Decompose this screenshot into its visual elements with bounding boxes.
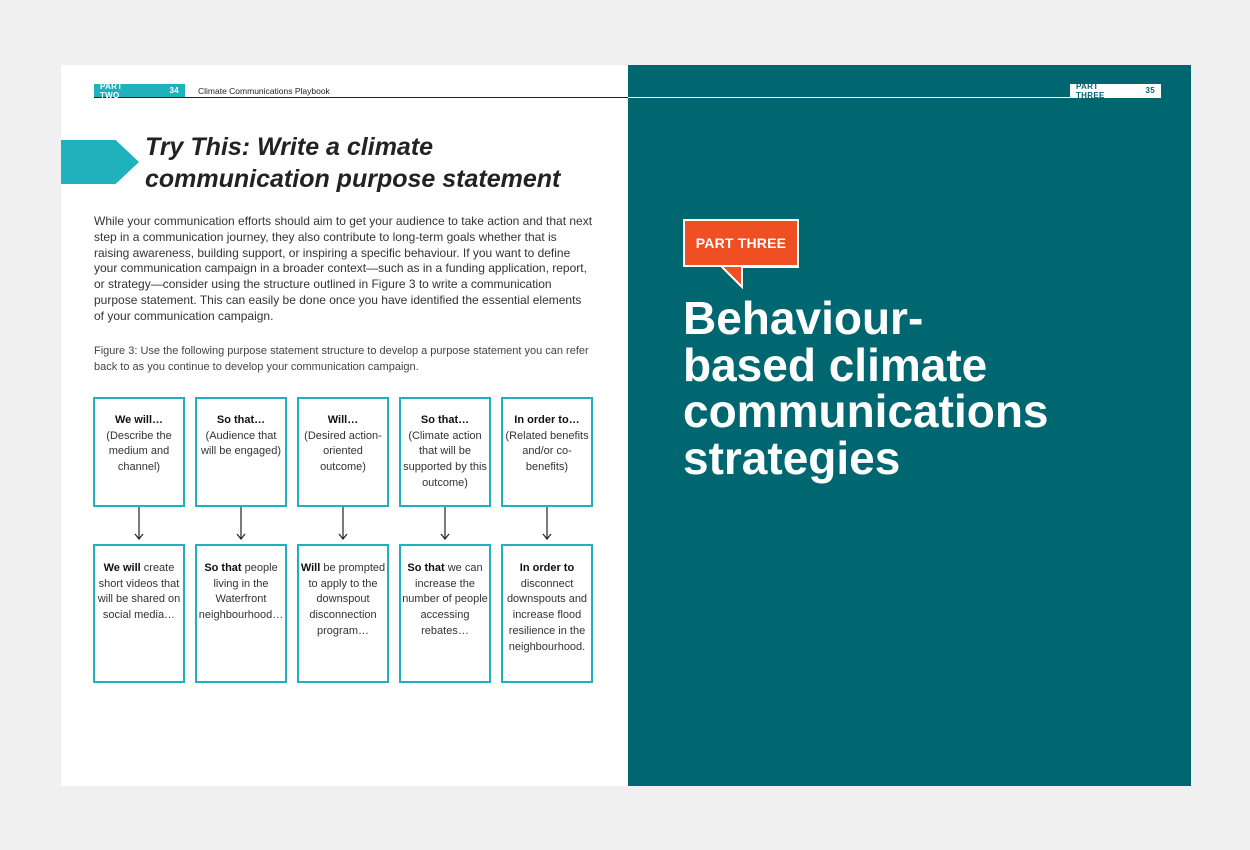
part-three-badge: PART THREE xyxy=(683,219,799,267)
heading-line-1: Try This: Write a climate xyxy=(145,133,434,161)
down-arrow-icon xyxy=(236,507,246,541)
down-arrow-icon xyxy=(440,507,450,541)
structure-label: Will… xyxy=(327,414,359,426)
example-text: disconnect downspouts and increase flood resilience in the neighbourhood. xyxy=(506,577,588,653)
part-tag xyxy=(1070,81,1161,100)
page-number: 34 xyxy=(169,86,179,95)
example-text: we can increase the number of people accessing rebates… xyxy=(402,562,488,637)
example-lead: So that xyxy=(407,562,445,574)
example-box xyxy=(195,544,287,683)
structure-desc: (Climate action that will be supported by this outcome) xyxy=(403,429,487,489)
part-tag xyxy=(94,81,185,100)
example-text: people living in the Waterfront neighbourhood… xyxy=(198,562,284,622)
part-label: PART THREE xyxy=(1076,81,1105,100)
heading-line-2: communication purpose statement xyxy=(145,165,561,193)
example-box xyxy=(399,544,491,683)
title-line: communications xyxy=(683,385,1049,437)
example-text: create short videos that will be shared on social media… xyxy=(97,562,181,622)
structure-desc: (Desired action-oriented outcome) xyxy=(304,429,382,474)
example-box xyxy=(297,544,389,683)
title-line: based climate xyxy=(683,338,988,391)
structure-desc: (Audience that will be engaged) xyxy=(200,429,282,458)
example-lead: We will xyxy=(103,562,141,574)
structure-desc: (Related benefits and/or co-benefits) xyxy=(505,429,589,474)
example-lead: Will xyxy=(300,562,321,574)
structure-label: So that… xyxy=(216,414,266,426)
page-number: 35 xyxy=(1145,86,1155,95)
structure-box xyxy=(501,397,593,507)
body-paragraph: While your communication efforts should aim to get your audience to take action and that next step in a communication journey, they also contribute to long-term goals whether that is raising awareness, building support, or inspiring a specific behaviour. If you want to define your communication campaign in a broader context—such as in a funding application, report, or strategy—consider using the structure outlined in Figure 3 to write a communication purpose statement. This can easily be done once you have identified the essential elements of your communication campaign. xyxy=(94,214,593,323)
left-running-header xyxy=(94,81,628,100)
part-title xyxy=(683,292,1163,484)
down-arrow-icon xyxy=(134,507,144,541)
structure-label: We will… xyxy=(114,414,164,426)
right-running-header xyxy=(628,81,1161,100)
down-arrow-icon xyxy=(338,507,348,541)
example-lead: So that xyxy=(204,562,242,574)
book-spread xyxy=(61,65,1191,786)
structure-box xyxy=(93,397,185,507)
structure-box xyxy=(195,397,287,507)
example-box xyxy=(93,544,185,683)
section-heading xyxy=(145,131,615,195)
example-text: be prompted to apply to the downspout disconnection program… xyxy=(308,562,386,637)
title-line: strategies xyxy=(683,431,901,484)
structure-box xyxy=(297,397,389,507)
structure-label: In order to… xyxy=(514,414,580,426)
structure-label: So that… xyxy=(420,414,470,426)
left-page xyxy=(61,65,628,786)
title-line: Behaviour- xyxy=(683,292,924,344)
book-title: Climate Communications Playbook xyxy=(198,86,330,96)
down-arrow-icon xyxy=(542,507,552,541)
figure-caption: Figure 3: Use the following purpose statement structure to develop a purpose statement you can refer back to as you continue to develop your communication campaign. xyxy=(94,345,589,373)
right-page xyxy=(628,65,1191,786)
example-box xyxy=(501,544,593,683)
structure-desc: (Describe the medium and channel) xyxy=(106,429,172,474)
structure-box xyxy=(399,397,491,507)
arrow-tab-decoration xyxy=(61,140,139,184)
part-label: PART TWO xyxy=(100,81,123,100)
example-lead: In order to xyxy=(519,562,575,574)
